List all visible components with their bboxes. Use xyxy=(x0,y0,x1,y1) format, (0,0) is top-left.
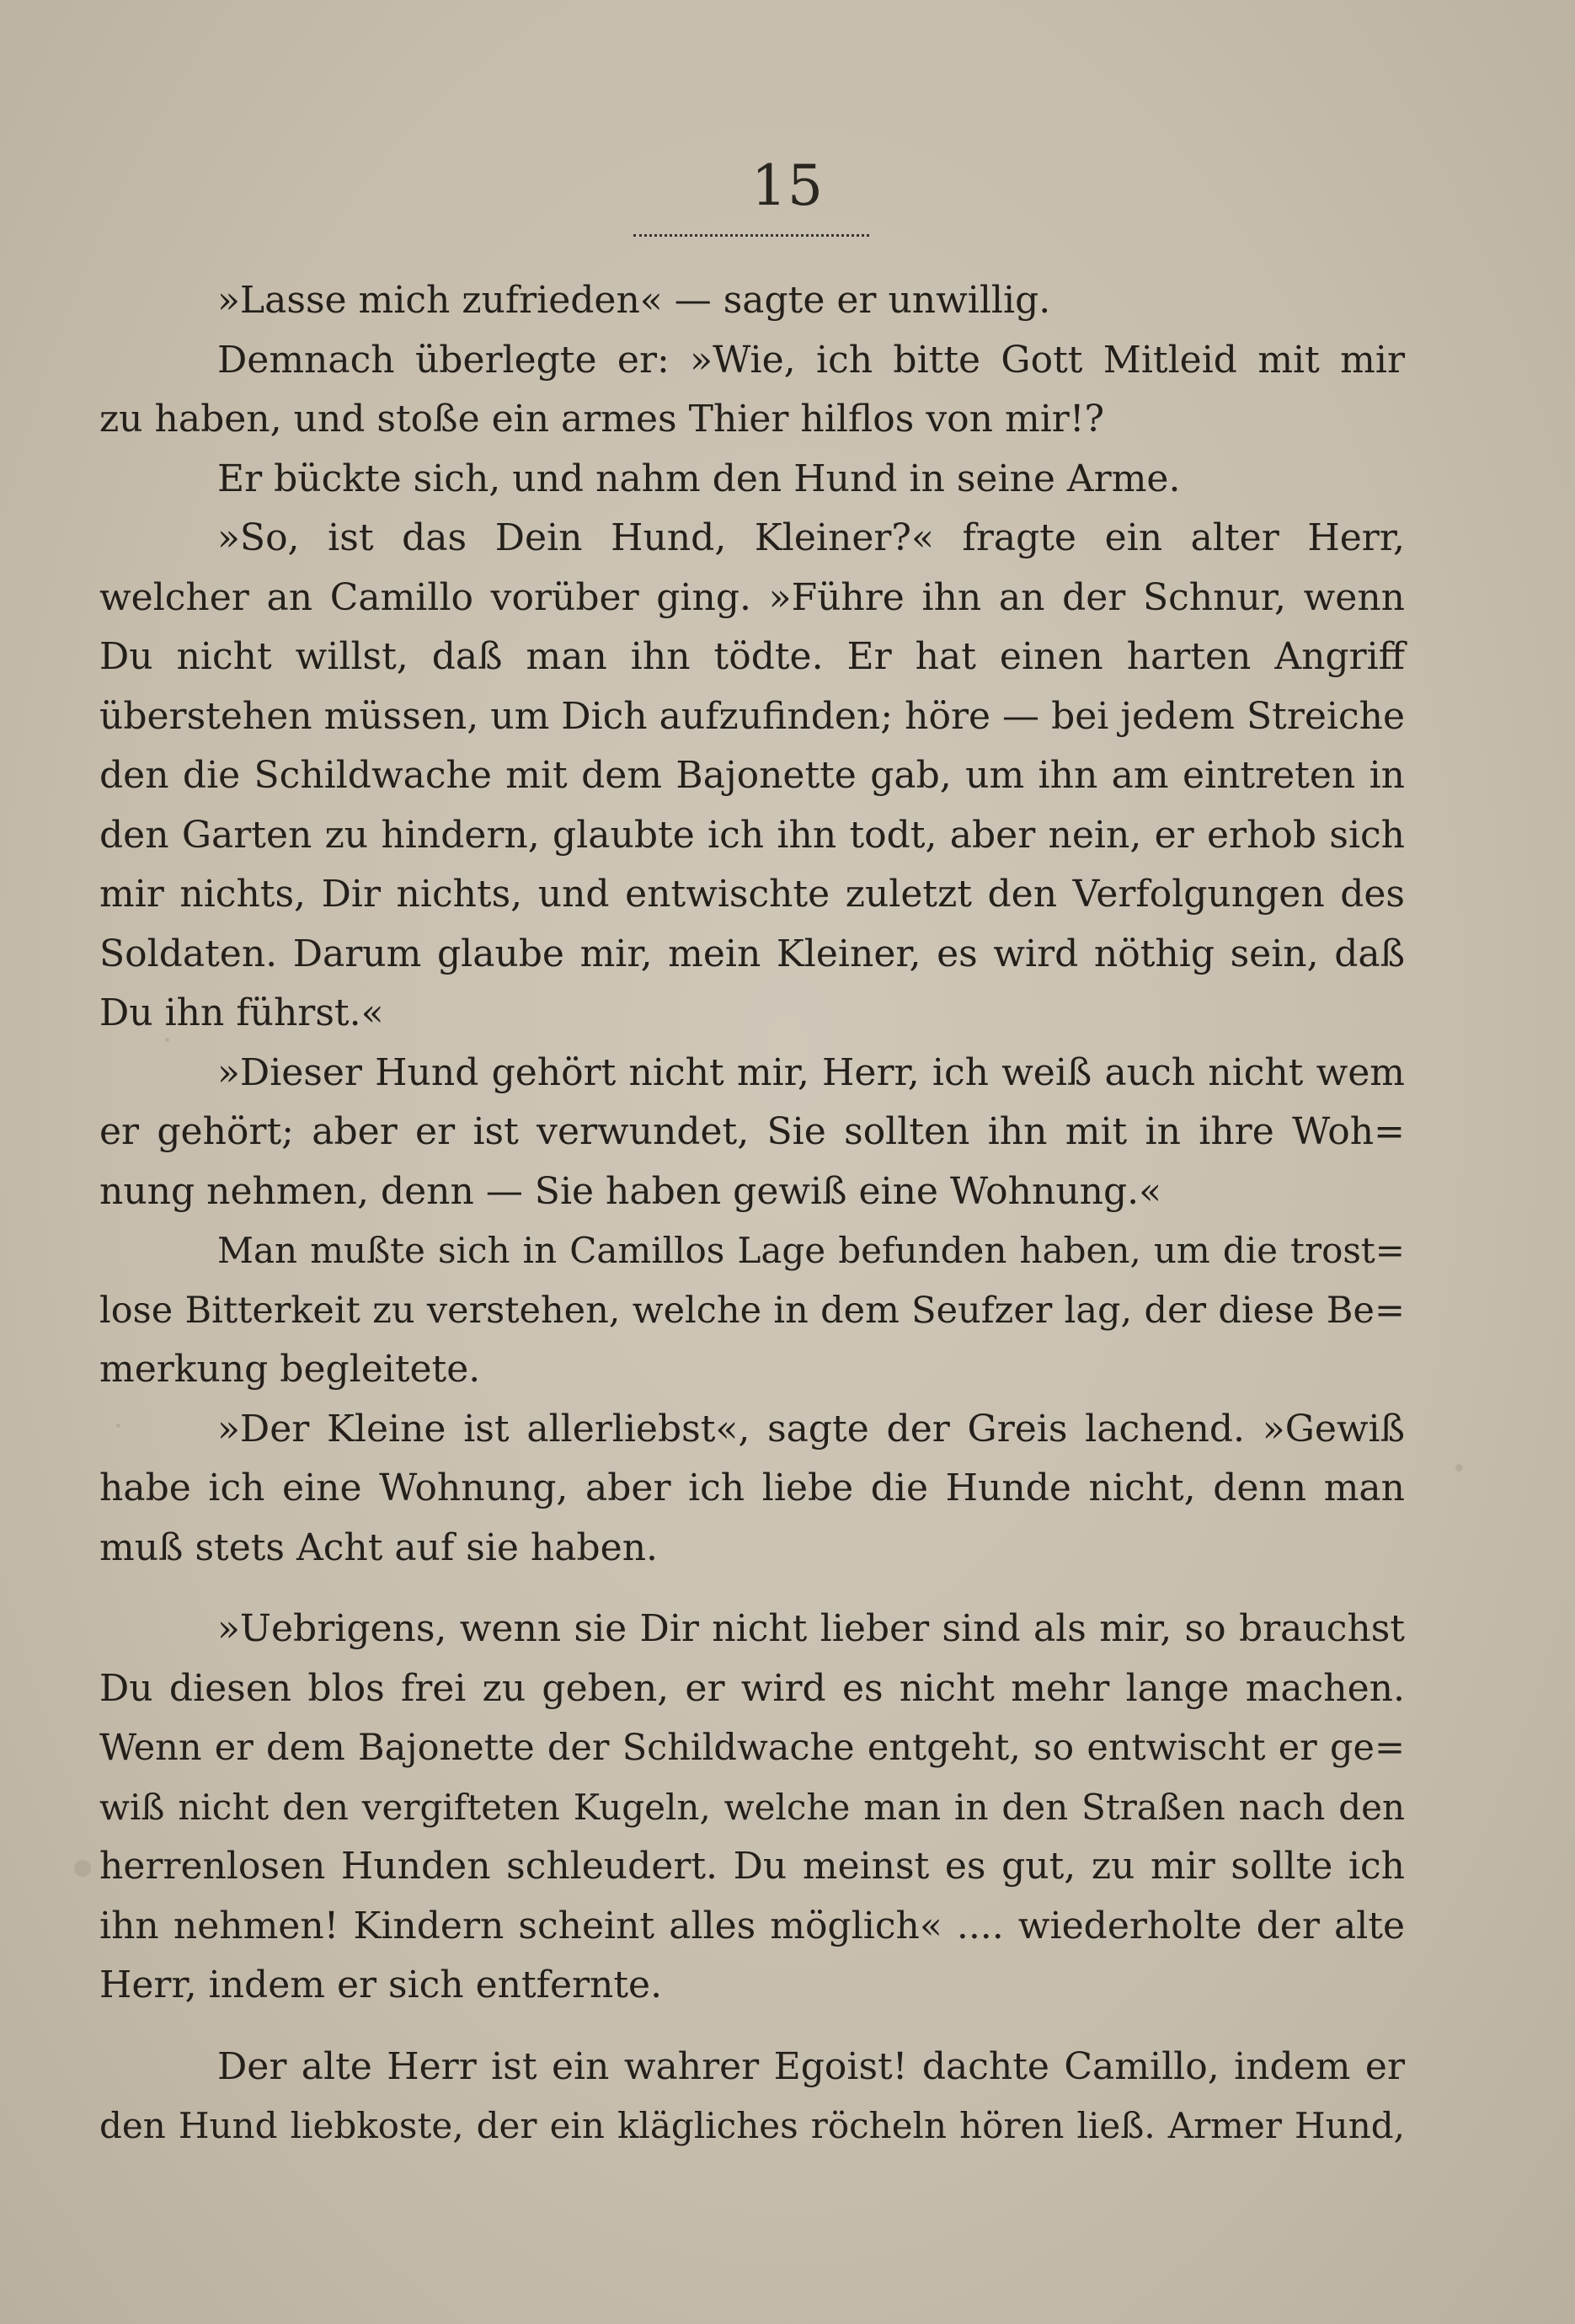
text-line: wiß nicht den vergifteten Kugeln, welche man in den Straßen nach den xyxy=(99,1786,1405,1828)
paper-fleck xyxy=(74,1860,91,1877)
paragraph-gap xyxy=(99,1578,1405,1600)
text-line: »Der Kleine ist allerliebst«, sagte der Greis lachend. »Gewiß xyxy=(217,1407,1405,1450)
body-text xyxy=(99,271,1405,2156)
text-line: Demnach überlegte er: »Wie, ich bitte Gott Mitleid mit mir xyxy=(217,338,1405,382)
text-line: ihn nehmen! Kindern scheint alles möglich« .... wiederholte der alte xyxy=(99,1904,1405,1947)
text-line: den die Schildwache mit dem Bajonette gab, um ihn am eintreten in xyxy=(99,754,1405,797)
text-line: Du nicht willst, daß man ihn tödte. Er hat einen harten Angriff xyxy=(99,635,1405,678)
text-line: Du ihn führst.« xyxy=(99,991,384,1034)
text-line: zu haben, und stoße ein armes Thier hilflos von mir!? xyxy=(99,398,1105,441)
text-line: muß stets Acht auf sie haben. xyxy=(99,1525,659,1569)
paragraph-gap xyxy=(99,2016,1405,2038)
text-line: mir nichts, Dir nichts, und entwischte zuletzt den Verfolgungen des xyxy=(99,873,1405,916)
text-line: den Hund liebkoste, der ein klägliches röcheln hören ließ. Armer Hund, xyxy=(99,2105,1405,2146)
text-line: »Lasse mich zufrieden« — sagte er unwillig. xyxy=(217,279,1051,322)
text-line: Du diesen blos frei zu geben, er wird es nicht mehr lange machen. xyxy=(99,1666,1405,1710)
text-line: Man mußte sich in Camillos Lage befunden haben, um die trost= xyxy=(217,1230,1405,1271)
page-number: 15 xyxy=(751,153,824,218)
text-line: Wenn er dem Bajonette der Schildwache entgeht, so entwischt er ge= xyxy=(99,1727,1405,1769)
text-line: Soldaten. Darum glaube mir, mein Kleiner, es wird nöthig sein, daß xyxy=(99,932,1405,975)
text-line: merkung begleitete. xyxy=(99,1348,481,1391)
text-line: überstehen müssen, um Dich aufzufinden; höre — bei jedem Streiche xyxy=(99,694,1405,738)
header-rule xyxy=(633,234,869,237)
text-line: Der alte Herr ist ein wahrer Egoist! dachte Camillo, indem er xyxy=(217,2044,1405,2088)
text-line: Herr, indem er sich entfernte. xyxy=(99,1963,663,2006)
text-line: den Garten zu hindern, glaubte ich ihn todt, aber nein, er erhob sich xyxy=(99,813,1405,857)
text-line: herrenlosen Hunden schleudert. Du meinst es gut, zu mir sollte ich xyxy=(99,1845,1405,1888)
text-line: nung nehmen, denn — Sie haben gewiß eine Wohnung.« xyxy=(99,1169,1162,1213)
text-line: »Dieser Hund gehört nicht mir, Herr, ich weiß auch nicht wem xyxy=(217,1050,1405,1094)
text-line: er gehört; aber er ist verwundet, Sie sollten ihn mit in ihre Woh= xyxy=(99,1110,1405,1153)
text-line: Er bückte sich, und nahm den Hund in seine Arme. xyxy=(217,457,1181,500)
text-line: »Uebrigens, wenn sie Dir nicht lieber sind als mir, so brauchst xyxy=(217,1607,1405,1650)
text-line: »So, ist das Dein Hund, Kleiner?« fragte ein alter Herr, xyxy=(217,516,1405,559)
text-line: welcher an Camillo vorüber ging. »Führe ihn an der Schnur, wenn xyxy=(99,575,1405,619)
paper-fleck xyxy=(1455,1464,1463,1472)
text-line: habe ich eine Wohnung, aber ich liebe die Hunde nicht, denn man xyxy=(99,1467,1405,1509)
text-line: lose Bitterkeit zu verstehen, welche in dem Seufzer lag, der diese Be= xyxy=(99,1289,1405,1332)
